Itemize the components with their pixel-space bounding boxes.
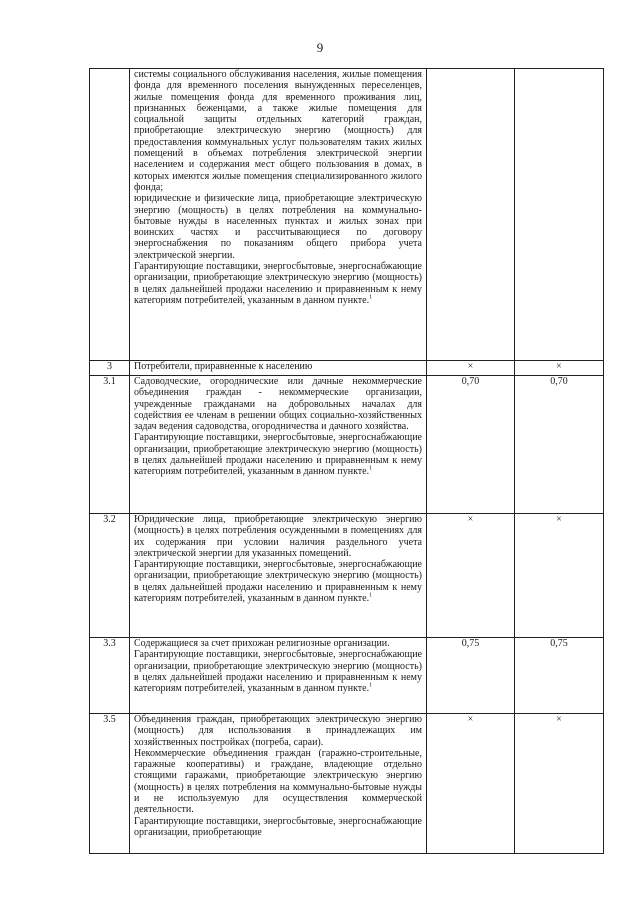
paragraph: Гарантирующие поставщики, энергосбытовые, энергоснабжающие организации, приобретающие (134, 815, 422, 838)
value-cell-2: × (515, 714, 604, 854)
value-cell-2 (515, 69, 604, 361)
row-number: 3.2 (90, 514, 130, 638)
row-number: 3.3 (90, 638, 130, 714)
row-number: 3 (90, 361, 130, 376)
value-cell-1: × (427, 714, 515, 854)
table-row (90, 714, 604, 854)
value-cell-1 (427, 69, 515, 361)
row-description (130, 514, 427, 638)
paragraph: Потребители, приравненные к населению (134, 361, 313, 372)
paragraph: Гарантирующие поставщики, энергосбытовые, энергоснабжающие организации, приобретающие электрическую энергию (мощность) в целях дальнейшей продажи населению и приравненным к нему категориям потребителей, указанным в данном пункте.$^1$ (134, 559, 422, 605)
row-number: 3.1 (90, 376, 130, 514)
row-number: 3.5 (90, 714, 130, 854)
value-cell-1: 0,70 (427, 376, 515, 514)
table-row (90, 361, 604, 376)
value-cell-2: 0,75 (515, 638, 604, 714)
row-number (90, 69, 130, 361)
footnote-marker: 1 (369, 294, 373, 301)
paragraph: системы социального обслуживания населения, жилые помещения фонда для временного поселения вынужденных переселенцев, жилые помещения фонда для временного проживания лиц, признанных беженцами, а также жилые помещения для социальной защиты отдельных категорий граждан, приобретающие электрическую энергию (мощность) для предоставления коммунальных услуг пользователям таких жилых помещений в объемах потребления электрической энергии населением и содержания мест общего пользования в домах, в которых имеются жилые помещения специализированного жилого фонда; (134, 69, 422, 193)
tariff-table (89, 68, 604, 854)
paragraph: Объединения граждан, приобретающих электрическую энергию (мощность) для использования в принадлежащих им хозяйственных постройках (погреба, сараи). (134, 714, 422, 748)
row-description (130, 361, 427, 376)
table-row (90, 514, 604, 638)
paragraph: Юридические лица, приобретающие электрическую энергию (мощность) в целях потребления осужденными в помещениях для их содержания при условии наличия раздельного учета электрической энергии для указанных помещений. (134, 514, 422, 559)
row-description (130, 376, 427, 514)
footnote-marker: 1 (369, 466, 373, 473)
value-cell-2: 0,70 (515, 376, 604, 514)
paragraph: юридические и физические лица, приобретающие электрическую энергию (мощность) в целях потребления на коммунально-бытовые нужды в населенных пунктах и жилых зонах при воинских частях и рассчитывающиеся по договору энергоснабжения по показаниям общего прибора учета электрической энергии. (134, 193, 422, 261)
value-cell-1: × (427, 514, 515, 638)
paragraph: Содержащиеся за счет прихожан религиозные организации. (134, 638, 390, 649)
value-cell-2: × (515, 514, 604, 638)
value-cell-2: × (515, 361, 604, 376)
paragraph: Гарантирующие поставщики, энергосбытовые, энергоснабжающие организации, приобретающие электрическую энергию (мощность) в целях дальнейшей продажи населению и приравненным к нему категориям потребителей, указанным в данном пункте.$^1$ (134, 261, 422, 306)
paragraph: Садоводческие, огороднические или дачные некоммерческие объединения граждан - некоммерческие организации, учрежденные гражданами на добровольных началах для содействия ее членам в решении общих социально-хозяйственных задач ведения садоводства, огородничества и дачного хозяйства. (134, 376, 422, 433)
row-description (130, 69, 427, 361)
row-description (130, 638, 427, 714)
page-number: 9 (316, 40, 324, 55)
table-row (90, 376, 604, 514)
row-description (130, 714, 427, 854)
paragraph: Гарантирующие поставщики, энергосбытовые, энергоснабжающие организации, приобретающие электрическую энергию (мощность) в целях дальнейшей продажи населению и приравненным к нему категориям потребителей, указанным в данном пункте.$^1$ (134, 432, 422, 478)
value-cell-1: 0,75 (427, 638, 515, 714)
value-cell-1: × (427, 361, 515, 376)
footnote-marker: 1 (369, 682, 373, 689)
table-row (90, 69, 604, 361)
paragraph: Гарантирующие поставщики, энергосбытовые, энергоснабжающие организации, приобретающие электрическую энергию (мощность) в целях дальнейшей продажи населению и приравненным к нему категориям потребителей, указанным в данном пункте.$^1$ (134, 649, 422, 695)
paragraph: Некоммерческие объединения граждан (гаражно-строительные, гаражные кооперативы) и граждане, владеющие отдельно стоящими гаражами, приобретающие электрическую энергию (мощность) в целях потребления на коммунально-бытовые нужды и не используемую для осуществления коммерческой деятельности. (134, 747, 422, 816)
footnote-marker: 1 (369, 592, 373, 599)
table-row (90, 638, 604, 714)
